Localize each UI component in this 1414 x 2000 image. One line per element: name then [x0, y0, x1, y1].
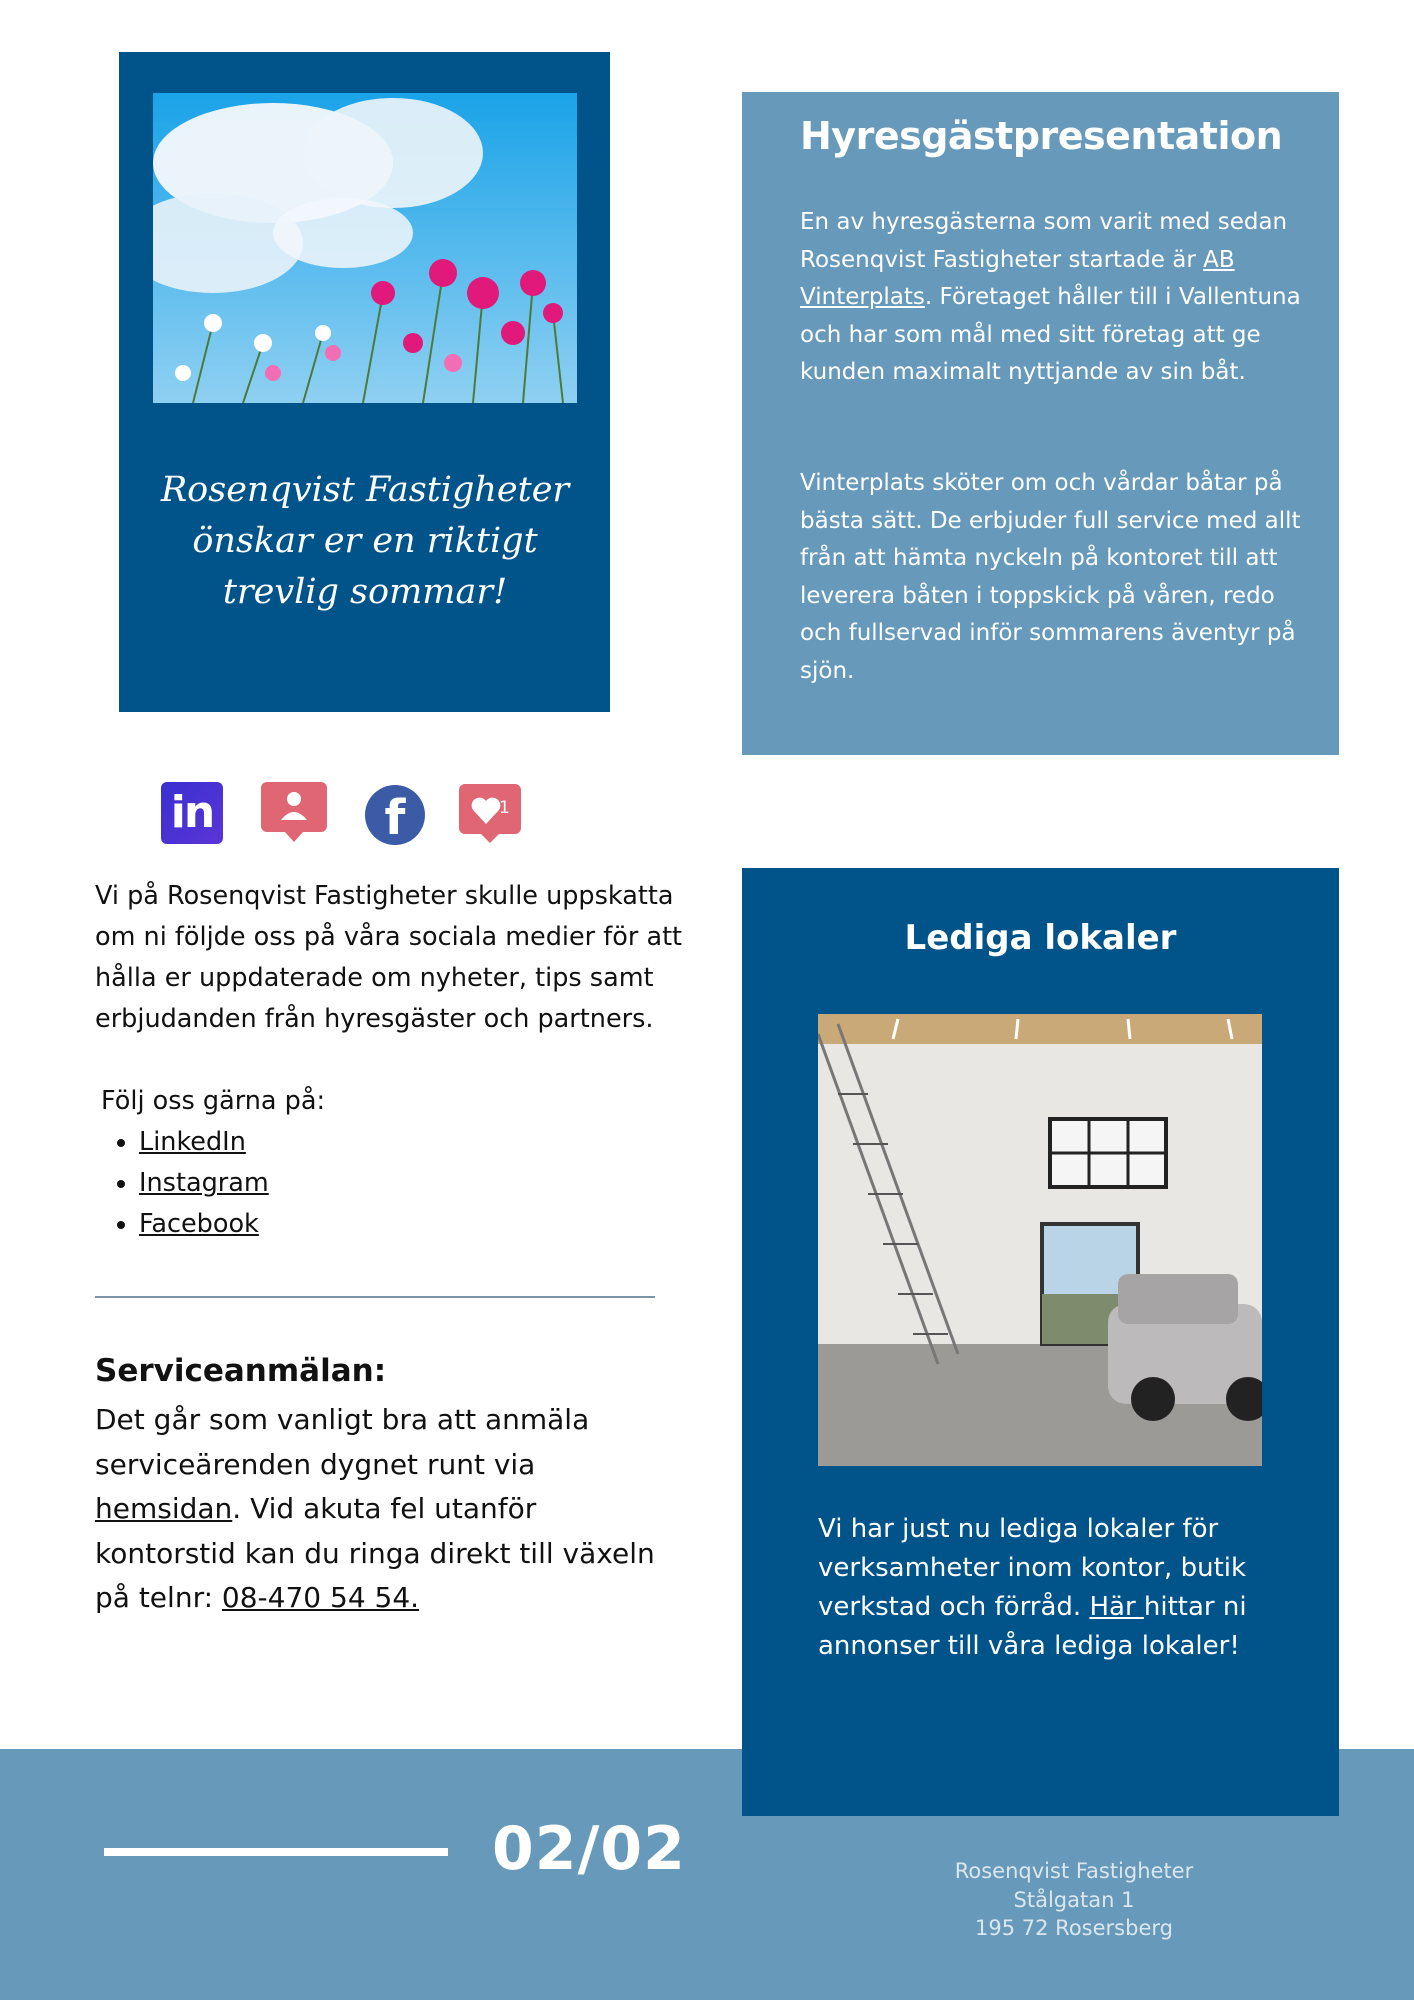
list-item [139, 1204, 269, 1245]
list-item [139, 1122, 269, 1163]
social-links-list [139, 1122, 269, 1245]
tenant-paragraph-2: Vinterplats sköter om och vårdar båtar på bästa sätt. De erbjuder full service med allt från att hämta nyckeln på kontoret till att leverera båten i toppskick på våren, redo och fullservad inför sommarens äventyr på sjön. [800, 470, 1301, 684]
service-title: Serviceanmälan: [95, 1353, 387, 1389]
premises-text: Vi har just nu lediga lokaler för verksamheter inom kontor, butik verkstad och förråd. [818, 1514, 1247, 1622]
linkedin-icon[interactable]: in [161, 782, 223, 844]
facebook-icon[interactable]: f [365, 785, 425, 845]
greeting-line: trevlig sommar! [222, 572, 508, 612]
follow-lead: Följ oss gärna på: [101, 1086, 326, 1116]
website-link[interactable]: hemsidan [95, 1492, 233, 1525]
premises-title: Lediga lokaler [904, 918, 1177, 958]
vinterplats-link[interactable]: AB Vinterplats [800, 246, 1235, 311]
phone-link[interactable]: 08-470 54 54. [221, 1581, 420, 1614]
flower-sky-image [153, 93, 577, 403]
footer-rule [104, 1848, 448, 1856]
summer-greeting-text [140, 465, 590, 618]
footer-address [874, 1857, 1274, 1943]
service-paragraph [95, 1398, 675, 1621]
list-item [139, 1163, 269, 1204]
divider [95, 1296, 655, 1298]
tenant-paragraph-1 [800, 204, 1305, 392]
like-count: 1 [499, 798, 510, 818]
address-line: Rosenqvist Fastigheter [954, 1859, 1194, 1883]
instagram-link[interactable]: Instagram [139, 1168, 269, 1198]
tenant-presentation-title: Hyresgästpresentation [800, 114, 1283, 158]
warehouse-interior-image [818, 1014, 1262, 1466]
service-text: . Vid akuta fel utanför kontorstid kan du ringa direkt till växeln på telnr: [95, 1492, 655, 1614]
premises-paragraph [818, 1510, 1298, 1666]
premises-ads-link[interactable]: Här [1089, 1592, 1144, 1622]
facebook-link[interactable]: Facebook [139, 1209, 259, 1239]
address-line: 195 72 Rosersberg [975, 1916, 1173, 1940]
tenant-text: En av hyresgästerna som varit med sedan Rosenqvist Fastigheter startade är [800, 209, 1288, 273]
address-line: Stålgatan 1 [1013, 1887, 1135, 1912]
tenant-text: . Företaget håller till i Vallentuna och har som mål med sitt företag att ge kunden maximalt nyttjande av sin båt. [800, 284, 1301, 386]
page-number: 02/02 [492, 1814, 686, 1884]
follow-paragraph: Vi på Rosenqvist Fastigheter skulle uppskatta om ni följde oss på våra sociala medier för att hålla er uppdaterade om nyheter, tips samt erbjudanden från hyresgäster och partners. [95, 881, 683, 1034]
contact-bubble-icon[interactable] [261, 782, 323, 844]
greeting-line: önskar er en riktigt [192, 521, 538, 561]
like-bubble-icon[interactable] [459, 782, 521, 844]
linkedin-link[interactable]: LinkedIn [139, 1127, 246, 1157]
greeting-line: Rosenqvist Fastigheter [160, 470, 570, 510]
premises-text: hittar ni annonser till våra lediga lokaler! [818, 1592, 1247, 1661]
service-text: Det går som vanligt bra att anmäla serviceärenden dygnet runt via [95, 1403, 590, 1481]
